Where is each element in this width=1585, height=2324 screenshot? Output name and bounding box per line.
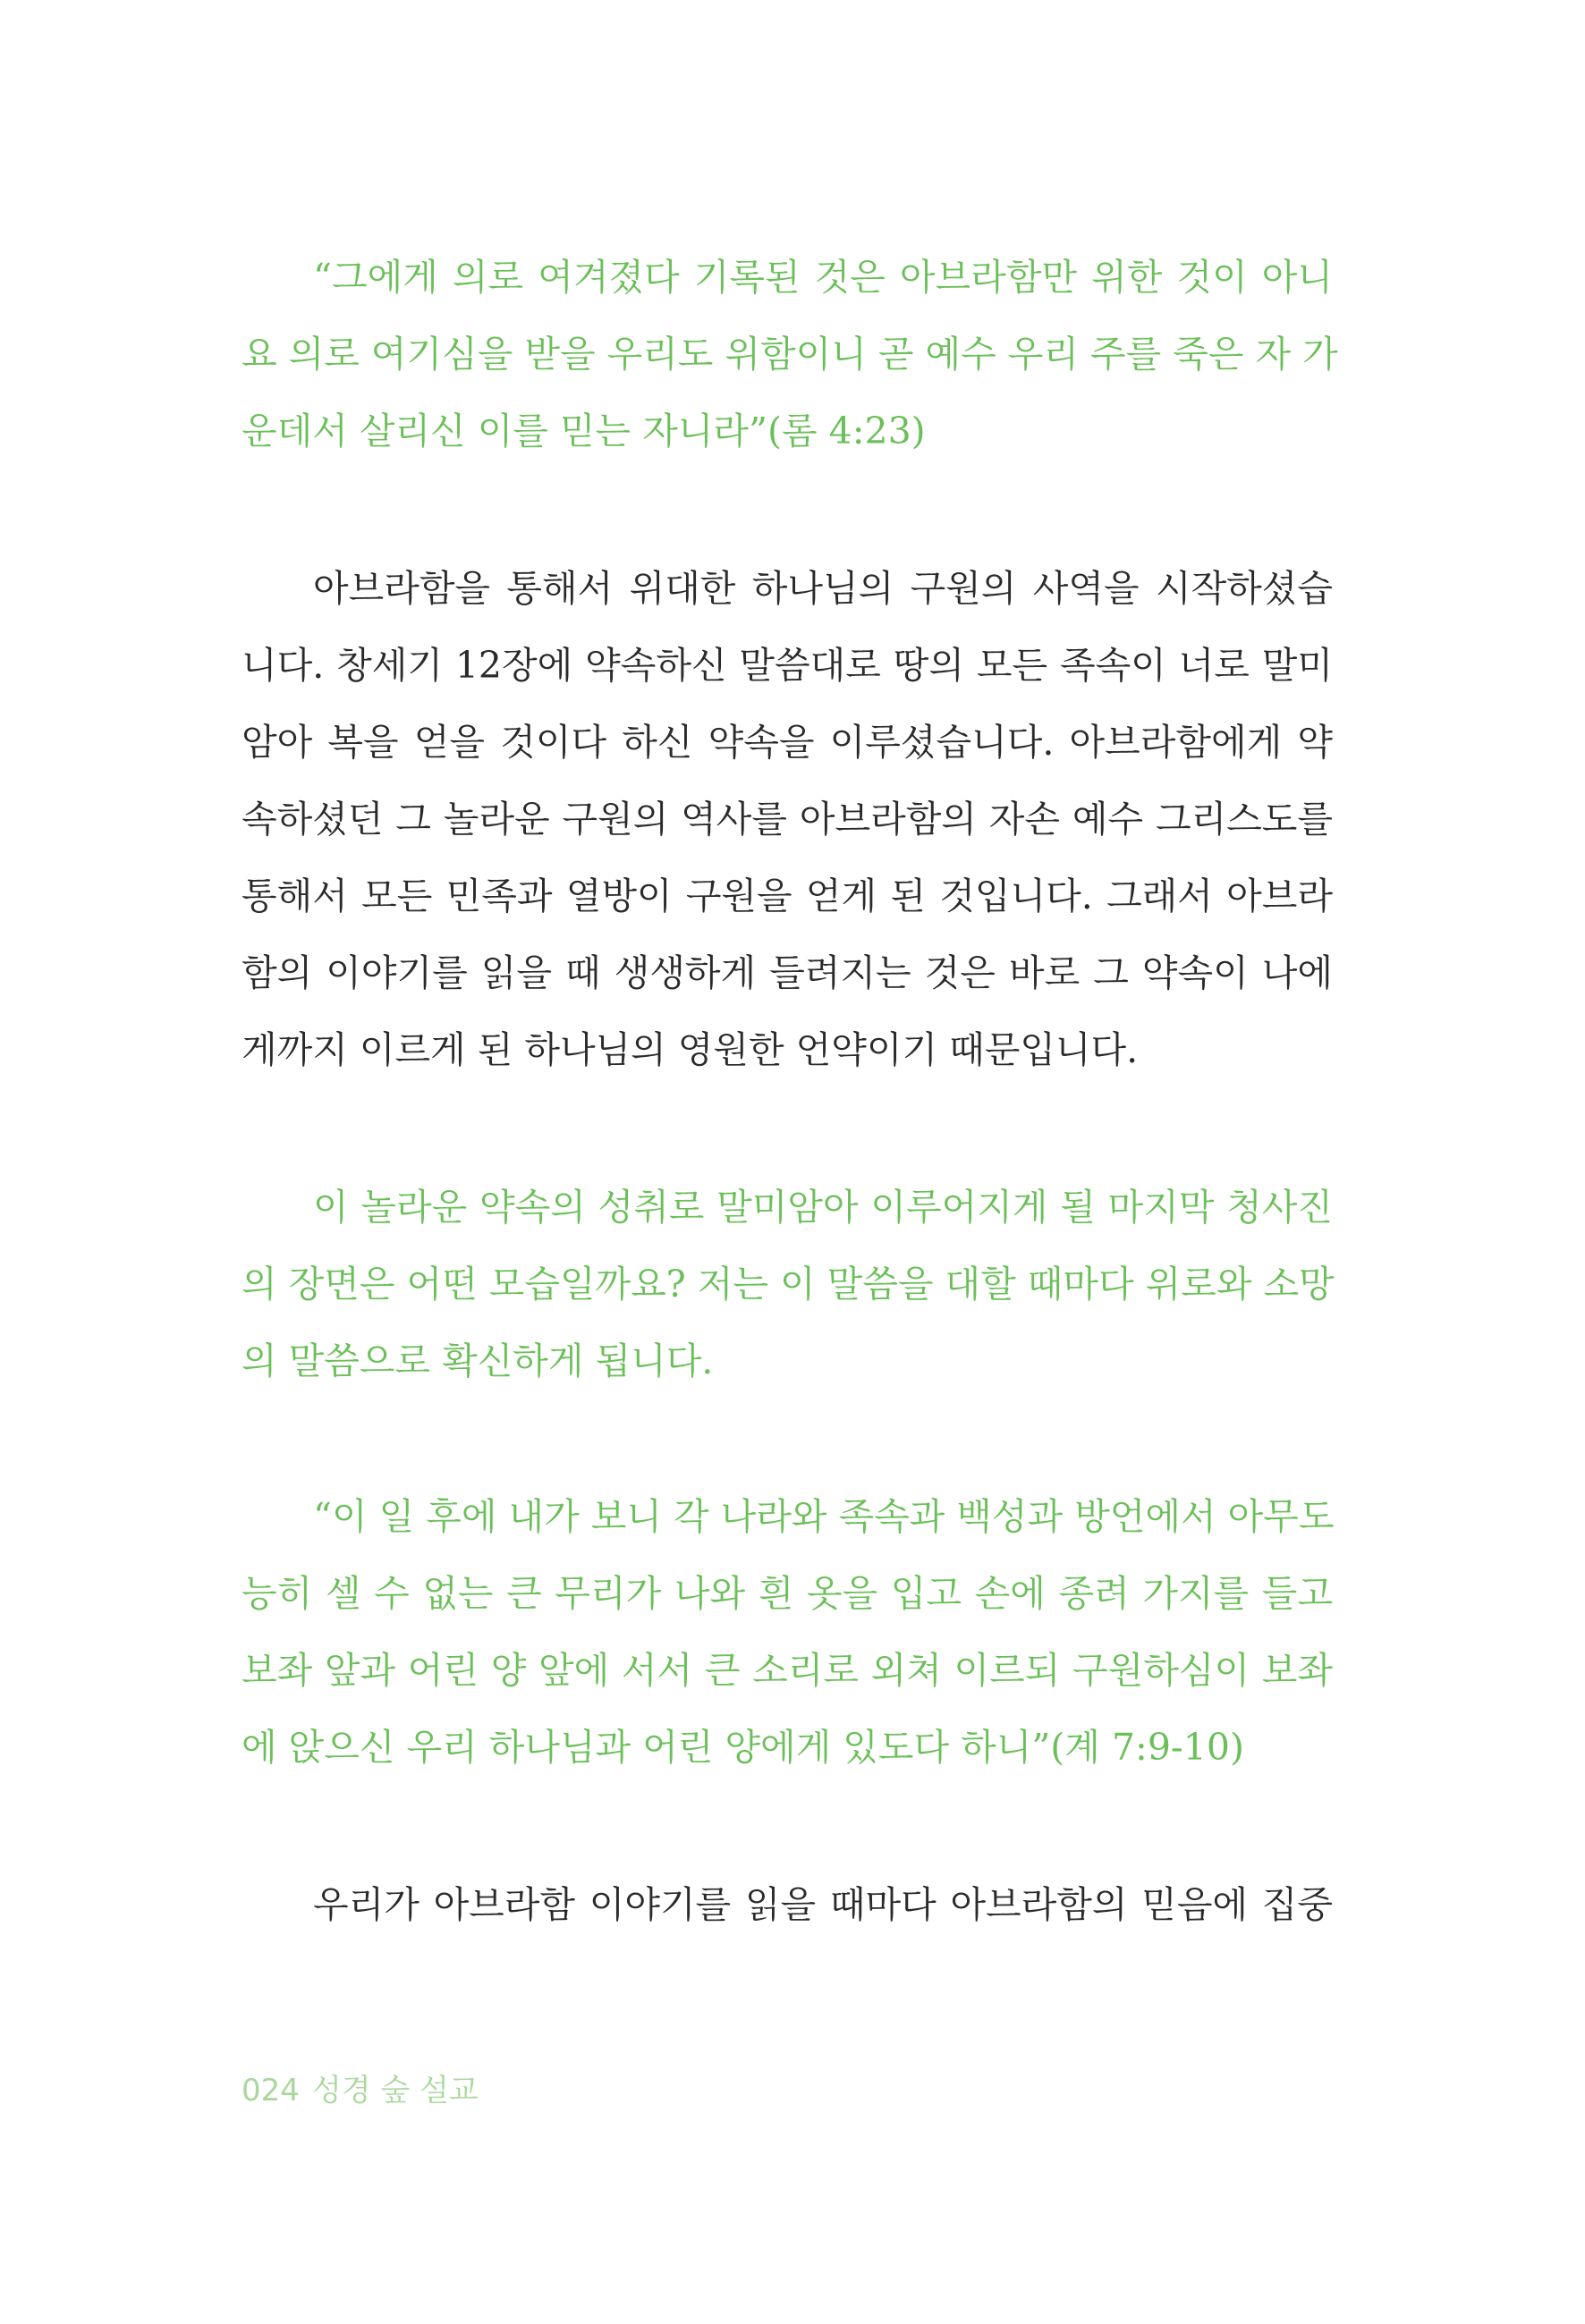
text-line: “이 일 후에 내가 보니 각 나라와 족속과 백성과 방언에서 아무도 <box>313 1495 1335 1538</box>
text-line: 니다. 창세기 12장에 약속하신 말씀대로 땅의 모든 족속이 너로 말미 <box>242 644 1333 687</box>
text-line: 아브라함을 통해서 위대한 하나님의 구원의 사역을 시작하셨습 <box>313 567 1333 610</box>
page-number: 024 <box>242 2073 300 2109</box>
text-line: 의 말씀으로 확신하게 됩니다. <box>242 1339 714 1382</box>
page-footer <box>242 2073 479 2109</box>
text-line: 속하셨던 그 놀라운 구원의 역사를 아브라함의 자손 예수 그리스도를 <box>242 798 1333 841</box>
text-line: 게까지 이르게 된 하나님의 영원한 언약이기 때문입니다. <box>242 1028 1139 1071</box>
text-line: “그에게 의로 여겨졌다 기록된 것은 아브라함만 위한 것이 아니 <box>313 256 1333 299</box>
text-line: 의 장면은 어떤 모습일까요? 저는 이 말씀을 대할 때마다 위로와 소망 <box>242 1263 1335 1306</box>
text-line: 능히 셀 수 없는 큰 무리가 나와 흰 옷을 입고 손에 종려 가지를 들고 <box>242 1572 1333 1615</box>
text-line: 통해서 모든 민족과 열방이 구원을 얻게 된 것입니다. 그래서 아브라 <box>242 875 1333 917</box>
text-line: 우리가 아브라함 이야기를 읽을 때마다 아브라함의 믿음에 집중 <box>313 1883 1333 1926</box>
text-line: 이 놀라운 약속의 성취로 말미암아 이루어지게 될 마지막 청사진 <box>313 1186 1333 1229</box>
text-line: 함의 이야기를 읽을 때 생생하게 들려지는 것은 바로 그 약속이 나에 <box>242 951 1333 994</box>
text-line: 요 의로 여기심을 받을 우리도 위함이니 곧 예수 우리 주를 죽은 자 가 <box>242 333 1338 376</box>
text-line: 보좌 앞과 어린 양 앞에 서서 큰 소리로 외쳐 이르되 구원하심이 보좌 <box>242 1649 1333 1692</box>
book-title: 성경 숲 설교 <box>311 2073 479 2109</box>
text-line: 암아 복을 얻을 것이다 하신 약속을 이루셨습니다. 아브라함에게 약 <box>242 721 1333 764</box>
text-line: 에 앉으신 우리 하나님과 어린 양에게 있도다 하니”(계 7:9-10) <box>242 1726 1244 1769</box>
text-line: 운데서 살리신 이를 믿는 자니라”(롬 4:23) <box>242 410 926 452</box>
